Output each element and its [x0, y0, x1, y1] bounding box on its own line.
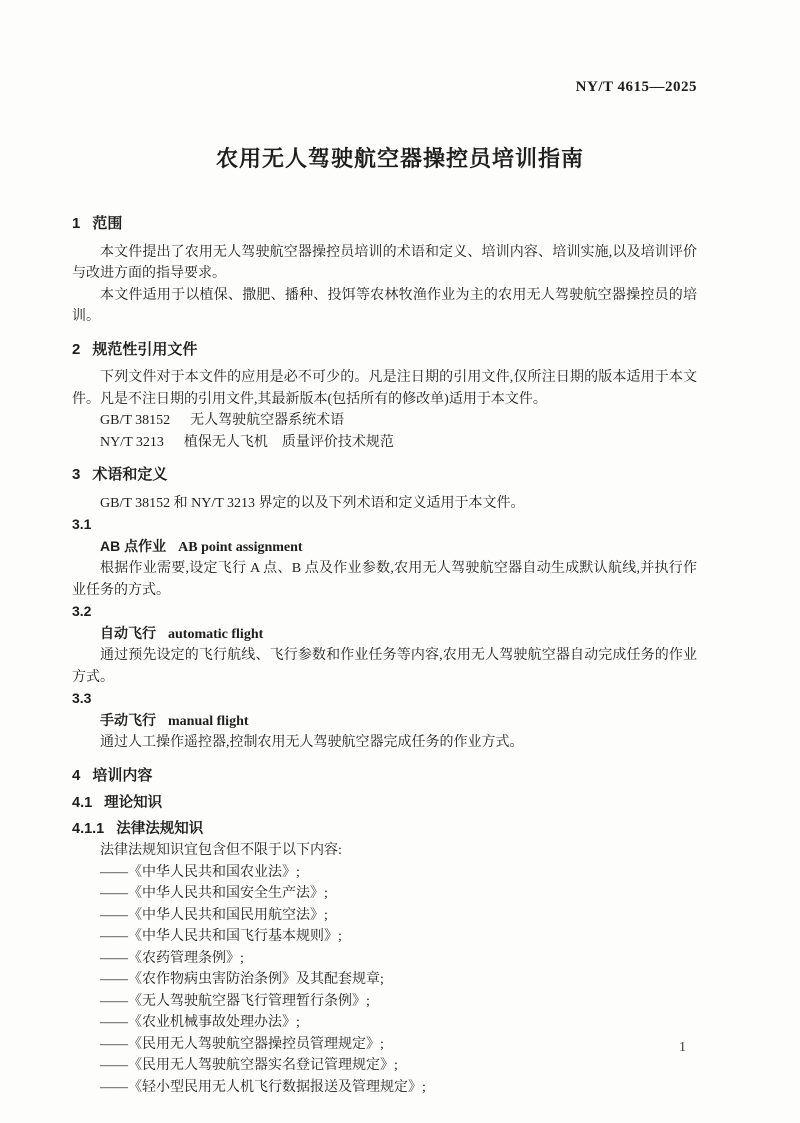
section-title: 规范性引用文件 [92, 340, 198, 358]
section-number: 2 [72, 340, 81, 358]
section-number: 4 [72, 766, 81, 784]
term-en: AB point assignment [178, 539, 303, 555]
term-definition: 通过预先设定的飞行航线、飞行参数和作业任务等内容,农用无人驾驶航空器自动完成任务的作业方式。 [72, 648, 697, 685]
law-list-item: ——《轻小型民用无人机飞行数据报送及管理规定》; [100, 1079, 426, 1095]
section-title: 法律法规知识 [116, 820, 204, 837]
section-heading-training [72, 765, 697, 787]
reference-code: NY/T 3213 [100, 434, 164, 450]
standard-number: NY/T 4615—2025 [575, 79, 697, 95]
term-title [72, 623, 697, 646]
section-title: 培训内容 [92, 766, 153, 784]
law-intro: 法律法规知识宜包含但不限于以下内容: [100, 843, 342, 858]
term-number: 3.2 [72, 603, 92, 619]
section-title: 范围 [92, 215, 123, 232]
law-list-item: ——《农药管理条例》; [100, 950, 244, 966]
section-title: 术语和定义 [92, 466, 168, 483]
document-title: 农用无人驾驶航空器操控员培训指南 [215, 146, 584, 171]
term-zh: 自动飞行 [100, 624, 156, 641]
term-number: 3.3 [72, 690, 92, 706]
term-definition: 通过人工操作遥控器,控制农用无人驾驶航空器完成任务的作业方式。 [100, 735, 524, 750]
term-definition: 根据作业需要,设定飞行 A 点、B 点及作业参数,农用无人驾驶航空器自动生成默认航线,并执行作业任务的方式。 [72, 561, 697, 598]
law-list-item: ——《民用无人驾驶航空器操控员管理规定》; [100, 1036, 384, 1052]
section-number: 3 [72, 466, 81, 483]
reference-title: 无人驾驶航空器系统术语 [190, 413, 345, 428]
section-heading-scope [72, 213, 697, 235]
law-list-item: ——《中华人民共和国民用航空法》; [100, 907, 328, 923]
law-list-item: ——《农业机械事故处理办法》; [100, 1015, 300, 1030]
reference-title: 植保无人飞机 质量评价技术规范 [183, 434, 394, 450]
subsection-heading-theory [72, 793, 697, 815]
law-list-item: ——《中华人民共和国安全生产法》; [100, 886, 328, 901]
page-number: 1 [679, 1040, 686, 1055]
section-heading-terms [72, 464, 697, 486]
section-number: 4.1.1 [72, 820, 105, 837]
term-zh: AB 点作业 [100, 537, 167, 554]
scope-paragraph-1: 本文件提出了农用无人驾驶航空器操控员培训的术语和定义、培训内容、培训实施,以及培训评价与改进方面的指导要求。 [72, 244, 697, 281]
reference-item [72, 432, 697, 454]
term-en: manual flight [168, 713, 249, 729]
term-number: 3.1 [72, 516, 92, 532]
law-list-item: ——《中华人民共和国飞行基本规则》; [100, 929, 342, 944]
section-title: 理论知识 [104, 795, 163, 811]
term-title [72, 536, 697, 559]
subsection-heading-law [72, 819, 697, 841]
scope-paragraph-2: 本文件适用于以植保、撒肥、播种、投饵等农林牧渔作业为主的农用无人驾驶航空器操控员的培训。 [72, 287, 697, 324]
law-list-item: ——《民用无人驾驶航空器实名登记管理规定》; [100, 1058, 398, 1073]
terms-intro-paragraph: GB/T 38152 和 NY/T 3213 界定的以及下列术语和定义适用于本文件。 [100, 495, 525, 511]
section-number: 4.1 [72, 795, 93, 811]
section-heading-normative-refs [72, 339, 697, 361]
reference-code: GB/T 38152 [100, 413, 171, 428]
reference-item [72, 410, 697, 432]
normative-refs-paragraph: 下列文件对于本文件的应用是必不可少的。凡是注日期的引用文件,仅所注日期的版本适用于本文件。凡是不注日期的引用文件,其最新版本(包括所有的修改单)适用于本文件。 [72, 370, 697, 407]
law-list-item: ——《中华人民共和国农业法》; [100, 864, 300, 880]
term-en: automatic flight [168, 626, 264, 642]
law-list-item: ——《农作物病虫害防治条例》及其配套规章; [100, 972, 384, 987]
law-list-item: ——《无人驾驶航空器飞行管理暂行条例》; [100, 993, 370, 1009]
term-title [72, 710, 697, 733]
term-zh: 手动飞行 [100, 711, 156, 728]
section-number: 1 [72, 215, 81, 232]
